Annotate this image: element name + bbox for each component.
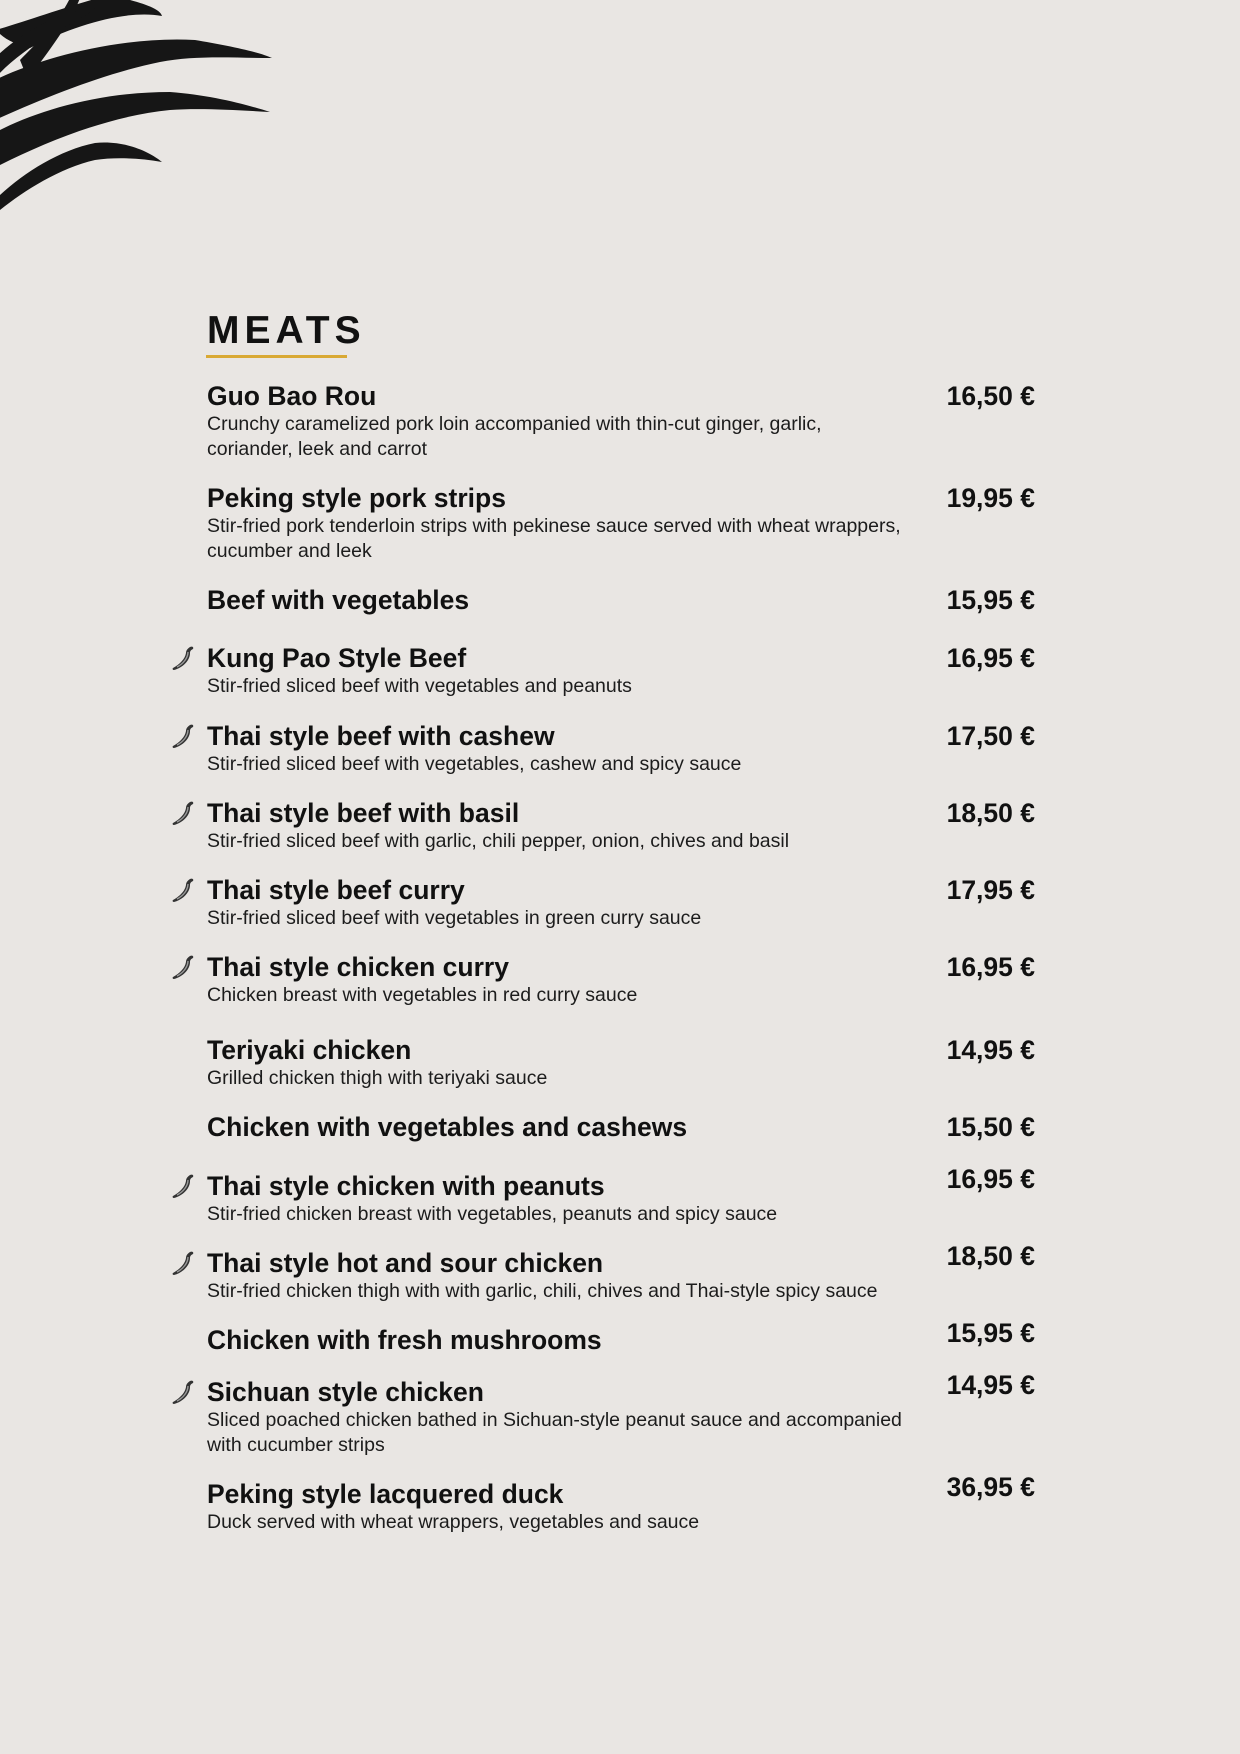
item-description: Stir-fried sliced beef with vegetables and peanuts: [207, 675, 632, 697]
menu-item: [207, 380, 1037, 462]
item-name: Thai style beef with cashew: [207, 721, 555, 751]
item-description: Crunchy caramelized pork loin accompanied with thin-cut ginger, garlic, coriander, leek and carrot: [207, 413, 822, 460]
item-price: 18,50 €: [946, 1241, 1035, 1271]
item-description: Grilled chicken thigh with teriyaki sauce: [207, 1067, 548, 1089]
item-name: Beef with vegetables: [207, 585, 470, 615]
menu-item: [207, 797, 1037, 854]
item-description: Duck served with wheat wrappers, vegetables and sauce: [207, 1511, 700, 1533]
menu-item: [207, 1111, 1037, 1143]
chili-pepper-icon: [172, 878, 196, 904]
item-name: Kung Pao Style Beef: [207, 643, 467, 673]
menu-item: [207, 1318, 1037, 1356]
item-price: 15,95 €: [946, 1318, 1035, 1348]
menu-item: [207, 1370, 1037, 1458]
item-name: Thai style beef curry: [207, 875, 465, 905]
item-price: 19,95 €: [946, 483, 1035, 513]
item-name: Sichuan style chicken: [207, 1377, 484, 1407]
chili-pepper-icon: [172, 1251, 196, 1277]
item-price: 16,95 €: [946, 643, 1035, 673]
menu-item: [207, 1164, 1037, 1227]
item-name: Thai style beef with basil: [207, 798, 520, 828]
item-price: 14,95 €: [946, 1035, 1035, 1065]
item-name: Teriyaki chicken: [207, 1035, 412, 1065]
chili-pepper-icon: [172, 1174, 196, 1200]
item-description: Chicken breast with vegetables in red curry sauce: [207, 984, 638, 1006]
item-description: Stir-fried pork tenderloin strips with pekinese sauce served with wheat wrappers, cucumber and leek: [207, 515, 901, 562]
item-price: 15,50 €: [946, 1112, 1035, 1142]
menu-item: [207, 482, 1037, 564]
item-price: 36,95 €: [946, 1472, 1035, 1502]
menu-item: [207, 720, 1037, 777]
menu-item: [207, 584, 1037, 616]
menu-item: [207, 951, 1037, 1008]
item-price: 18,50 €: [946, 798, 1035, 828]
menu-item: [207, 1472, 1037, 1535]
item-price: 16,95 €: [946, 1164, 1035, 1194]
item-name: Thai style chicken curry: [207, 952, 509, 982]
item-description: Stir-fried chicken breast with vegetables, peanuts and spicy sauce: [207, 1203, 778, 1225]
item-price: 17,95 €: [946, 875, 1035, 905]
item-name: Chicken with fresh mushrooms: [207, 1325, 602, 1355]
chili-pepper-icon: [172, 1380, 196, 1406]
item-name: Chicken with vegetables and cashews: [207, 1112, 688, 1142]
bamboo-leaves-icon: [0, 0, 290, 220]
item-description: Stir-fried sliced beef with vegetables in green curry sauce: [207, 907, 702, 929]
chili-pepper-icon: [172, 955, 196, 981]
item-price: 16,95 €: [946, 952, 1035, 982]
menu-item: [207, 1034, 1037, 1091]
section-title: MEATS: [207, 309, 366, 352]
item-price: 17,50 €: [946, 721, 1035, 751]
item-description: Stir-fried chicken thigh with with garlic, chili, chives and Thai-style spicy sauce: [207, 1280, 878, 1302]
item-price: 15,95 €: [946, 585, 1035, 615]
item-description: Sliced poached chicken bathed in Sichuan-style peanut sauce and accompanied with cucumber strips: [207, 1409, 902, 1456]
menu-item: [207, 1241, 1037, 1304]
item-description: Stir-fried sliced beef with garlic, chili pepper, onion, chives and basil: [207, 830, 790, 852]
chili-pepper-icon: [172, 724, 196, 750]
chili-pepper-icon: [172, 801, 196, 827]
title-underline: [206, 355, 347, 358]
menu-item: [207, 642, 1037, 699]
item-name: Peking style pork strips: [207, 483, 506, 513]
item-description: Stir-fried sliced beef with vegetables, cashew and spicy sauce: [207, 753, 742, 775]
chili-pepper-icon: [172, 646, 196, 672]
item-name: Thai style chicken with peanuts: [207, 1171, 605, 1201]
item-name: Thai style hot and sour chicken: [207, 1248, 604, 1278]
item-name: Peking style lacquered duck: [207, 1479, 564, 1509]
item-price: 14,95 €: [946, 1370, 1035, 1400]
menu-item: [207, 874, 1037, 931]
item-price: 16,50 €: [946, 381, 1035, 411]
item-name: Guo Bao Rou: [207, 381, 377, 411]
